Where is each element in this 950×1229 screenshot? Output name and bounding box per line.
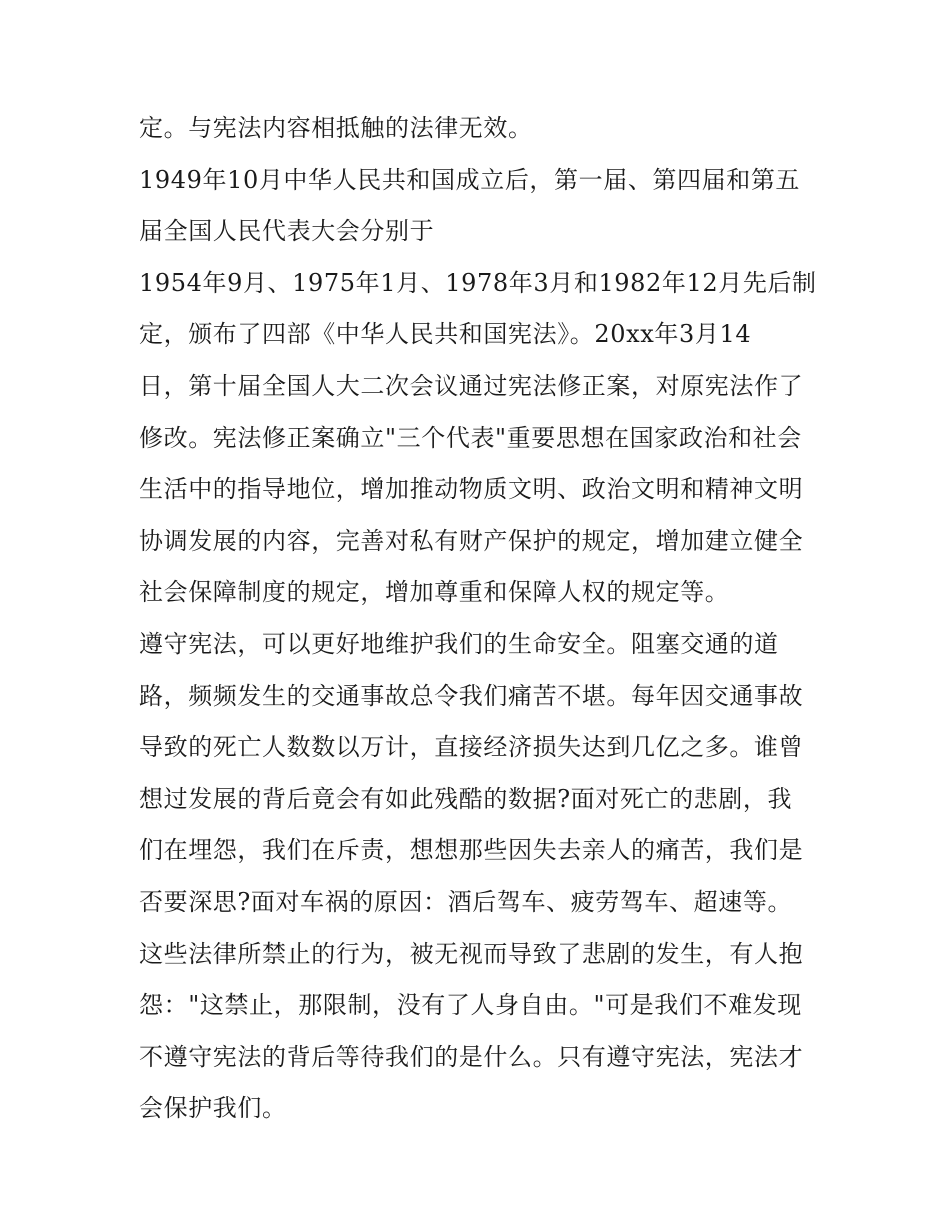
text-line: 定，颁布了四部《中华人民共和国宪法》。20xx年3月14 xyxy=(139,320,752,349)
text-line: 日，第十届全国人大二次会议通过宪法修正案，对原宪法作了 xyxy=(139,371,804,400)
text-line: 路，频频发生的交通事故总令我们痛苦不堪。每年因交通事故 xyxy=(139,681,804,710)
text-line: 否要深思?面对车祸的原因：酒后驾车、疲劳驾车、超速等。 xyxy=(139,887,793,916)
text-line: 会保护我们。 xyxy=(139,1094,287,1123)
text-line: 这些法律所禁止的行为，被无视而导致了悲剧的发生，有人抱 xyxy=(139,939,804,968)
text-line: 定。与宪法内容相抵触的法律无效。 xyxy=(139,114,533,142)
text-line: 们在埋怨，我们在斥责，想想那些因失去亲人的痛苦，我们是 xyxy=(139,836,804,865)
text-line: 导致的死亡人数数以万计，直接经济损失达到几亿之多。谁曾 xyxy=(139,733,804,762)
text-line: 不遵守宪法的背后等待我们的是什么。只有遵守宪法，宪法才 xyxy=(139,1042,804,1071)
text-line: 遵守宪法，可以更好地维护我们的生命安全。阻塞交通的道 xyxy=(139,629,779,658)
text-line: 想过发展的背后竟会有如此残酷的数据?面对死亡的悲剧，我 xyxy=(139,784,793,813)
document-body xyxy=(139,103,819,1135)
text-line: 1954年9月、1975年1月、1978年3月和1982年12月先后制 xyxy=(139,268,817,297)
text-line: 修改。宪法修正案确立"三个代表"重要思想在国家政治和社会 xyxy=(139,423,802,452)
text-line: 怨："这禁止，那限制，没有了人身自由。"可是我们不难发现 xyxy=(139,991,802,1020)
text-line: 届全国人民代表大会分别于 xyxy=(139,217,435,246)
text-line: 协调发展的内容，完善对私有财产保护的规定，增加建立健全 xyxy=(139,526,804,555)
text-line: 生活中的指导地位，增加推动物质文明、政治文明和精神文明 xyxy=(139,475,804,504)
text-line: 1949年10月中华人民共和国成立后，第一届、第四届和第五 xyxy=(139,165,801,194)
text-line: 社会保障制度的规定，增加尊重和保障人权的规定等。 xyxy=(139,578,730,607)
